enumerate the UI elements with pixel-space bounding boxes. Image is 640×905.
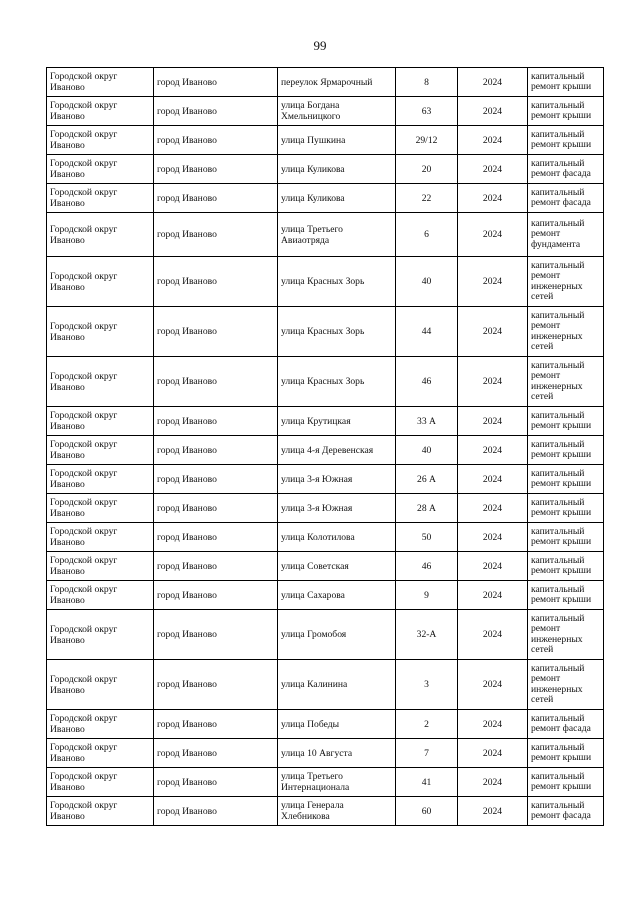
cell-district: Городской округ Иваново xyxy=(47,797,154,826)
cell-house: 40 xyxy=(396,436,458,465)
cell-city: город Иваново xyxy=(154,739,278,768)
cell-district: Городской округ Иваново xyxy=(47,465,154,494)
cell-street: улица Крутицкая xyxy=(278,407,396,436)
cell-district: Городской округ Иваново xyxy=(47,357,154,407)
cell-year: 2024 xyxy=(458,523,528,552)
cell-district: Городской округ Иваново xyxy=(47,552,154,581)
cell-street: улица Третьего Авиаотряда xyxy=(278,213,396,257)
cell-house: 7 xyxy=(396,739,458,768)
table-row xyxy=(47,126,604,155)
table-row xyxy=(47,465,604,494)
cell-work: капитальный ремонт инженерных сетей xyxy=(528,357,604,407)
cell-year: 2024 xyxy=(458,610,528,660)
cell-house: 20 xyxy=(396,155,458,184)
cell-work: капитальный ремонт инженерных сетей xyxy=(528,610,604,660)
cell-year: 2024 xyxy=(458,257,528,307)
cell-work: капитальный ремонт крыши xyxy=(528,465,604,494)
cell-work: капитальный ремонт фасада xyxy=(528,155,604,184)
table-row xyxy=(47,581,604,610)
cell-street: улица 4-я Деревенская xyxy=(278,436,396,465)
cell-city: город Иваново xyxy=(154,155,278,184)
cell-house: 40 xyxy=(396,257,458,307)
cell-year: 2024 xyxy=(458,307,528,357)
cell-district: Городской округ Иваново xyxy=(47,97,154,126)
cell-year: 2024 xyxy=(458,436,528,465)
cell-work: капитальный ремонт крыши xyxy=(528,97,604,126)
cell-district: Городской округ Иваново xyxy=(47,581,154,610)
table-row xyxy=(47,523,604,552)
cell-work: капитальный ремонт крыши xyxy=(528,407,604,436)
table-row xyxy=(47,610,604,660)
cell-work: капитальный ремонт инженерных сетей xyxy=(528,660,604,710)
cell-city: город Иваново xyxy=(154,494,278,523)
cell-year: 2024 xyxy=(458,213,528,257)
cell-street: улица Богдана Хмельницкого xyxy=(278,97,396,126)
cell-year: 2024 xyxy=(458,710,528,739)
cell-city: город Иваново xyxy=(154,213,278,257)
cell-city: город Иваново xyxy=(154,797,278,826)
cell-city: город Иваново xyxy=(154,257,278,307)
table-row xyxy=(47,768,604,797)
cell-house: 60 xyxy=(396,797,458,826)
cell-street: улица Куликова xyxy=(278,155,396,184)
cell-district: Городской округ Иваново xyxy=(47,610,154,660)
cell-district: Городской округ Иваново xyxy=(47,68,154,97)
cell-city: город Иваново xyxy=(154,660,278,710)
cell-year: 2024 xyxy=(458,660,528,710)
cell-street: улица 3-я Южная xyxy=(278,465,396,494)
cell-house: 46 xyxy=(396,357,458,407)
table-row xyxy=(47,68,604,97)
table-row xyxy=(47,436,604,465)
cell-year: 2024 xyxy=(458,739,528,768)
cell-city: город Иваново xyxy=(154,357,278,407)
cell-street: улица Куликова xyxy=(278,184,396,213)
cell-year: 2024 xyxy=(458,184,528,213)
table-row xyxy=(47,552,604,581)
cell-city: город Иваново xyxy=(154,523,278,552)
cell-street: улица Победы xyxy=(278,710,396,739)
cell-house: 63 xyxy=(396,97,458,126)
cell-year: 2024 xyxy=(458,126,528,155)
cell-year: 2024 xyxy=(458,407,528,436)
cell-street: улица Красных Зорь xyxy=(278,357,396,407)
cell-city: город Иваново xyxy=(154,97,278,126)
cell-house: 29/12 xyxy=(396,126,458,155)
table-row xyxy=(47,155,604,184)
cell-city: город Иваново xyxy=(154,552,278,581)
cell-city: город Иваново xyxy=(154,407,278,436)
cell-city: город Иваново xyxy=(154,307,278,357)
cell-street: улица Пушкина xyxy=(278,126,396,155)
cell-work: капитальный ремонт фундамента xyxy=(528,213,604,257)
cell-city: город Иваново xyxy=(154,581,278,610)
table-row xyxy=(47,257,604,307)
cell-street: улица Красных Зорь xyxy=(278,307,396,357)
cell-house: 26 А xyxy=(396,465,458,494)
cell-street: улица Громобоя xyxy=(278,610,396,660)
cell-year: 2024 xyxy=(458,357,528,407)
table-row xyxy=(47,407,604,436)
cell-district: Городской округ Иваново xyxy=(47,126,154,155)
cell-street: улица 3-я Южная xyxy=(278,494,396,523)
cell-house: 32-А xyxy=(396,610,458,660)
cell-house: 44 xyxy=(396,307,458,357)
table-row xyxy=(47,660,604,710)
cell-work: капитальный ремонт крыши xyxy=(528,768,604,797)
table-row xyxy=(47,739,604,768)
table-row xyxy=(47,184,604,213)
cell-street: улица Генерала Хлебникова xyxy=(278,797,396,826)
cell-district: Городской округ Иваново xyxy=(47,768,154,797)
cell-house: 6 xyxy=(396,213,458,257)
cell-house: 41 xyxy=(396,768,458,797)
repair-registry-table xyxy=(46,67,604,826)
table-row xyxy=(47,494,604,523)
cell-house: 22 xyxy=(396,184,458,213)
cell-work: капитальный ремонт крыши xyxy=(528,739,604,768)
cell-work: капитальный ремонт крыши xyxy=(528,552,604,581)
cell-house: 28 А xyxy=(396,494,458,523)
table-row xyxy=(47,797,604,826)
cell-street: улица Третьего Интернационала xyxy=(278,768,396,797)
cell-house: 3 xyxy=(396,660,458,710)
table-row xyxy=(47,710,604,739)
table-row xyxy=(47,357,604,407)
cell-house: 46 xyxy=(396,552,458,581)
cell-district: Городской округ Иваново xyxy=(47,307,154,357)
cell-street: улица 10 Августа xyxy=(278,739,396,768)
cell-district: Городской округ Иваново xyxy=(47,436,154,465)
cell-street: улица Колотилова xyxy=(278,523,396,552)
cell-house: 50 xyxy=(396,523,458,552)
cell-work: капитальный ремонт крыши xyxy=(528,126,604,155)
cell-city: город Иваново xyxy=(154,768,278,797)
cell-district: Городской округ Иваново xyxy=(47,494,154,523)
cell-work: капитальный ремонт фасада xyxy=(528,710,604,739)
cell-street: улица Сахарова xyxy=(278,581,396,610)
cell-work: капитальный ремонт инженерных сетей xyxy=(528,307,604,357)
cell-work: капитальный ремонт крыши xyxy=(528,581,604,610)
cell-year: 2024 xyxy=(458,155,528,184)
cell-city: город Иваново xyxy=(154,68,278,97)
cell-year: 2024 xyxy=(458,797,528,826)
cell-year: 2024 xyxy=(458,465,528,494)
cell-city: город Иваново xyxy=(154,436,278,465)
cell-street: переулок Ярмарочный xyxy=(278,68,396,97)
cell-year: 2024 xyxy=(458,97,528,126)
cell-district: Городской округ Иваново xyxy=(47,710,154,739)
cell-house: 33 А xyxy=(396,407,458,436)
cell-district: Городской округ Иваново xyxy=(47,407,154,436)
table-row xyxy=(47,213,604,257)
cell-district: Городской округ Иваново xyxy=(47,660,154,710)
cell-work: капитальный ремонт крыши xyxy=(528,523,604,552)
cell-district: Городской округ Иваново xyxy=(47,739,154,768)
cell-house: 9 xyxy=(396,581,458,610)
cell-year: 2024 xyxy=(458,494,528,523)
cell-street: улица Советская xyxy=(278,552,396,581)
cell-district: Городской округ Иваново xyxy=(47,155,154,184)
cell-house: 2 xyxy=(396,710,458,739)
cell-city: город Иваново xyxy=(154,710,278,739)
table-row xyxy=(47,97,604,126)
cell-district: Городской округ Иваново xyxy=(47,184,154,213)
cell-work: капитальный ремонт крыши xyxy=(528,436,604,465)
cell-district: Городской округ Иваново xyxy=(47,257,154,307)
cell-year: 2024 xyxy=(458,68,528,97)
cell-work: капитальный ремонт инженерных сетей xyxy=(528,257,604,307)
cell-district: Городской округ Иваново xyxy=(47,213,154,257)
cell-year: 2024 xyxy=(458,581,528,610)
page-number: 99 xyxy=(313,38,327,53)
cell-house: 8 xyxy=(396,68,458,97)
cell-street: улица Красных Зорь xyxy=(278,257,396,307)
table-body xyxy=(47,68,604,826)
cell-city: город Иваново xyxy=(154,465,278,494)
cell-district: Городской округ Иваново xyxy=(47,523,154,552)
cell-work: капитальный ремонт фасада xyxy=(528,797,604,826)
cell-work: капитальный ремонт крыши xyxy=(528,68,604,97)
cell-year: 2024 xyxy=(458,768,528,797)
table-row xyxy=(47,307,604,357)
cell-year: 2024 xyxy=(458,552,528,581)
cell-work: капитальный ремонт фасада xyxy=(528,184,604,213)
cell-city: город Иваново xyxy=(154,126,278,155)
cell-city: город Иваново xyxy=(154,610,278,660)
cell-city: город Иваново xyxy=(154,184,278,213)
cell-work: капитальный ремонт крыши xyxy=(528,494,604,523)
cell-street: улица Калинина xyxy=(278,660,396,710)
